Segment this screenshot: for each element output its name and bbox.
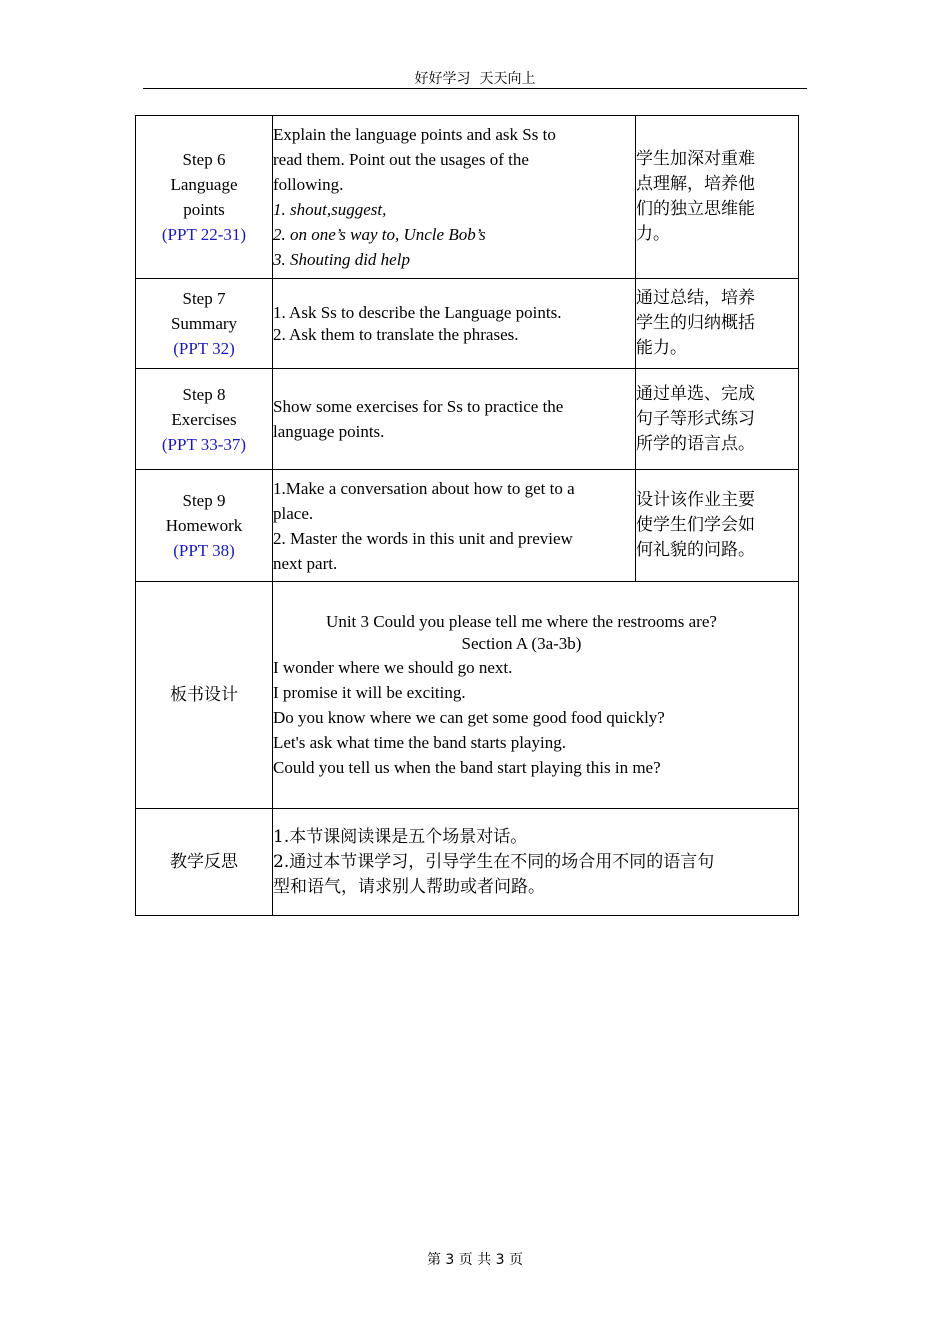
step-cell — [136, 279, 273, 369]
board-line: Do you know where we can get some good food quickly? — [273, 707, 665, 727]
purpose-line: 学生的归纳概括 — [636, 313, 755, 333]
ppt-range: (PPT 22-31) — [161, 225, 247, 244]
step-cell — [136, 116, 273, 279]
activity-line: 2. Ask them to translate the phrases. — [273, 324, 519, 344]
purpose-line: 设计该作业主要 — [636, 490, 755, 510]
reflection-label: 教学反思 — [136, 809, 273, 916]
activity-line: place. — [273, 503, 314, 523]
board-line: Could you tell us when the band start playing this in me? — [273, 757, 661, 777]
board-line: I wonder where we should go next. — [273, 657, 513, 677]
board-design-label: 板书设计 — [136, 582, 273, 809]
reflection-line: 1.本节课阅读课是五个场景对话。 — [273, 826, 528, 847]
page-header: 好好学习 天天向上 — [414, 71, 536, 87]
table-row-board-design — [136, 582, 799, 809]
activity-cell — [273, 279, 636, 369]
header-rule — [143, 88, 807, 89]
step-name: Language — [170, 175, 238, 194]
purpose-line: 能力。 — [636, 338, 687, 358]
board-title: Unit 3 Could you please tell me where the restrooms are? — [326, 611, 717, 631]
page-footer: 第 3 页 共 3 页 — [426, 1252, 524, 1268]
purpose-line: 何礼貌的问路。 — [636, 540, 755, 560]
step-name: Homework — [165, 516, 243, 535]
activity-line: next part. — [273, 553, 338, 573]
purpose-line: 所学的语言点。 — [636, 433, 755, 454]
reflection-line: 2.通过本节课学习，引导学生在不同的场合用不同的语言句 — [273, 851, 715, 872]
activity-cell — [273, 116, 636, 279]
table-row-step-8 — [136, 369, 799, 470]
activity-line: 1. Ask Ss to describe the Language points. — [273, 302, 562, 322]
activity-line: 3. Shouting did help — [273, 250, 410, 269]
activity-line: 1.Make a conversation about how to get to a — [273, 478, 575, 498]
activity-line: Show some exercises for Ss to practice the — [273, 397, 564, 416]
table-row-step-6 — [136, 116, 799, 279]
board-line: Let's ask what time the band starts playing. — [273, 732, 566, 752]
step-number: Step 9 — [182, 491, 226, 510]
board-subtitle: Section A (3a-3b) — [461, 633, 582, 653]
purpose-line: 们的独立思维能 — [636, 199, 755, 219]
table-row-step-9 — [136, 470, 799, 582]
step-cell — [136, 470, 273, 582]
purpose-line: 句子等形式练习 — [636, 408, 755, 429]
purpose-line: 力。 — [636, 224, 670, 244]
activity-line: 2. on one’s way to, Uncle Bob’s — [273, 225, 486, 244]
ppt-range: (PPT 33-37) — [161, 434, 247, 454]
reflection-line: 型和语气，请求别人帮助或者问路。 — [273, 876, 545, 897]
purpose-line: 通过总结，培养 — [636, 288, 755, 308]
reflection-cell — [273, 809, 799, 916]
activity-line: following. — [273, 175, 344, 194]
table-row-reflection — [136, 809, 799, 916]
activity-line: read them. Point out the usages of the — [273, 150, 529, 169]
step-cell — [136, 369, 273, 470]
ppt-range: (PPT 32) — [173, 339, 235, 358]
purpose-cell — [636, 279, 799, 369]
ppt-range: (PPT 38) — [173, 541, 235, 560]
purpose-line: 学生加深对重难 — [636, 149, 755, 169]
board-design-cell — [273, 582, 799, 809]
activity-line: 2. Master the words in this unit and preview — [273, 528, 573, 548]
purpose-cell — [636, 470, 799, 582]
activity-cell — [273, 470, 636, 582]
step-name-cont: points — [183, 200, 225, 219]
step-number: Step 6 — [182, 150, 226, 169]
purpose-cell — [636, 116, 799, 279]
table-row-step-7 — [136, 279, 799, 369]
activity-cell — [273, 369, 636, 470]
step-number: Step 8 — [182, 384, 226, 404]
activity-line: 1. shout,suggest, — [273, 200, 387, 219]
purpose-cell — [636, 369, 799, 470]
board-line: I promise it will be exciting. — [273, 682, 466, 702]
activity-line: language points. — [273, 422, 385, 441]
purpose-line: 使学生们学会如 — [636, 515, 755, 535]
step-name: Exercises — [171, 409, 237, 429]
purpose-line: 点理解，培养他 — [636, 174, 755, 194]
purpose-line: 通过单选、完成 — [636, 383, 755, 404]
lesson-plan-table — [135, 115, 799, 916]
activity-line: Explain the language points and ask Ss to — [273, 125, 556, 144]
step-name: Summary — [170, 314, 238, 333]
step-number: Step 7 — [182, 289, 226, 308]
